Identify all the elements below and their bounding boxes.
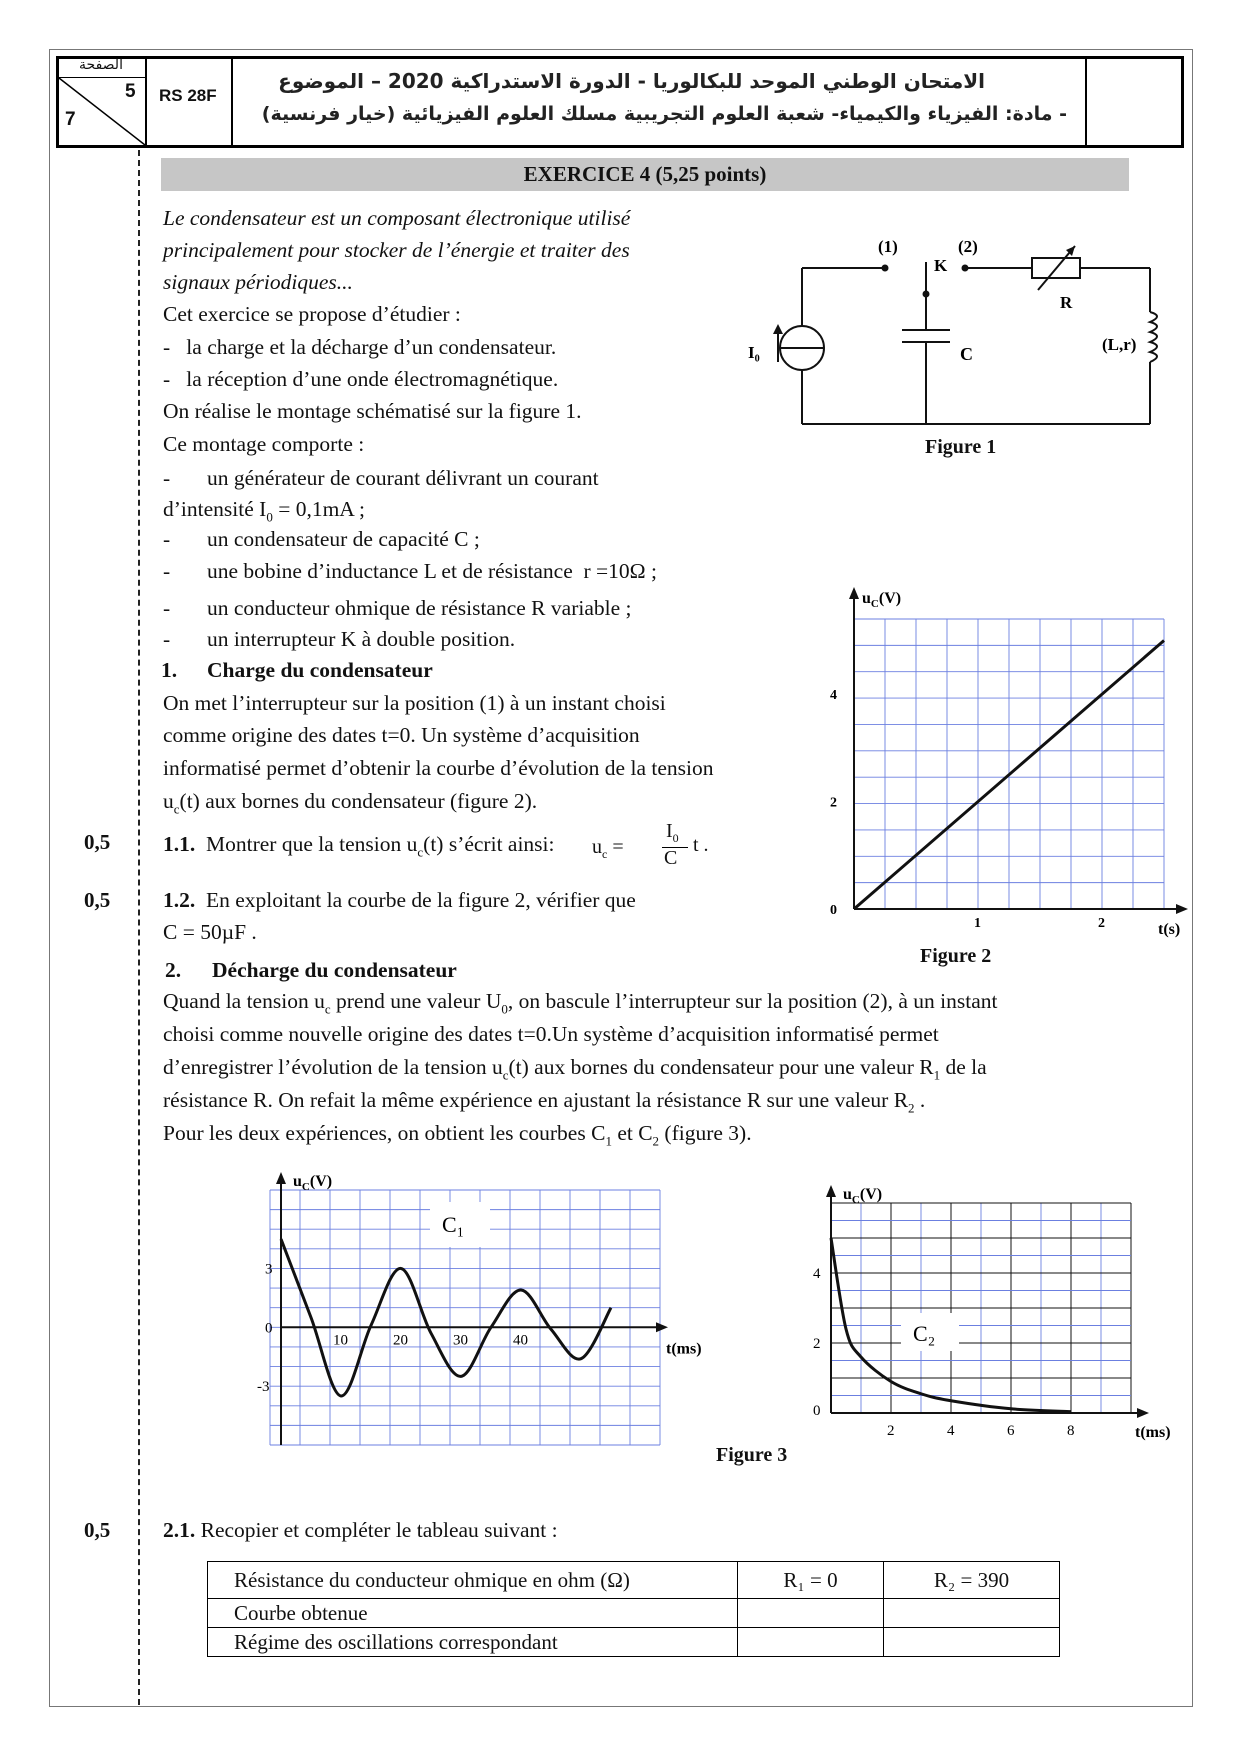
x-tick-label: 2 xyxy=(1098,916,1105,931)
y-axis-label: $u_C(V)$ xyxy=(862,590,902,610)
curve-c1 xyxy=(281,1239,611,1396)
contact-2 xyxy=(962,265,969,272)
x-tick-label: 40 xyxy=(513,1332,528,1349)
curve-label-c1: C₁ xyxy=(442,1212,465,1237)
label-pos1: (1) xyxy=(878,237,898,256)
component-4: - un conducteur ohmique de résistance R variable ; xyxy=(163,596,632,620)
component-1-cont: d’intensité $I_0 = 0,1mA$ ; xyxy=(163,497,365,525)
section2-text-4: résistance R. On refait la même expérience en ajustant la résistance R sur une valeur $R_2$ . xyxy=(163,1088,926,1116)
label-source: I₀ xyxy=(748,343,760,362)
y-tick-label: 4 xyxy=(813,1266,821,1282)
title-cell xyxy=(233,59,1087,145)
x-axis-arrow xyxy=(1176,904,1188,914)
curve-label-c2: C₂ xyxy=(913,1321,936,1346)
x-tick-label: 8 xyxy=(1067,1423,1075,1439)
x-axis-title: t(s) xyxy=(1158,921,1181,938)
label-coil: (L,r) xyxy=(1102,335,1137,354)
aim-1: - la charge et la décharge d’un condensateur. xyxy=(163,335,557,359)
page-label: الصفحة xyxy=(79,57,123,73)
label-pos2: (2) xyxy=(958,237,978,256)
x-tick-label: 1 xyxy=(974,916,981,931)
exercise-title: EXERCICE 4 (5,25 points) xyxy=(161,158,1129,191)
answer-table xyxy=(207,1561,1060,1657)
table-cell: R₁ = 0 xyxy=(738,1562,884,1599)
y-tick-label: 4 xyxy=(830,688,837,704)
page-number: 5 xyxy=(125,81,136,102)
y-axis-label: $u_C(V)$ xyxy=(843,1186,883,1206)
section1-text-1: On met l’interrupteur sur la position (1) à un instant choisi xyxy=(163,691,666,715)
table-row xyxy=(208,1599,1060,1628)
table-cell[interactable] xyxy=(884,1599,1060,1628)
figure3-chart-c1 xyxy=(230,1170,702,1450)
label-capacitor: C xyxy=(960,344,973,364)
y-axis-arrow xyxy=(276,1172,286,1184)
exam-code: RS 28F xyxy=(159,86,217,105)
section2-text-2: choisi comme nouvelle origine des dates t=0.Un système d’acquisition informatisé permet xyxy=(163,1022,939,1046)
x-axis-arrow xyxy=(1137,1408,1149,1418)
component-1: - un générateur de courant délivrant un courant xyxy=(163,466,599,490)
table-cell: R₂ = 390 xyxy=(884,1562,1060,1599)
section2-text-1: Quand la tension $u_c$ prend une valeur $U_0$, on bascule l’interrupteur sur la position (2), à un instant xyxy=(163,989,998,1017)
page-total: 7 xyxy=(65,109,76,130)
circuit-diagram xyxy=(740,232,1180,412)
x-tick-label: 30 xyxy=(453,1332,468,1349)
aim-intro: Cet exercice se propose d’étudier : xyxy=(163,302,461,326)
table-row xyxy=(208,1628,1060,1657)
x-axis-title: t(ms) xyxy=(666,1340,702,1358)
section1-title: Charge du condensateur xyxy=(207,658,433,682)
label-resistor: R xyxy=(1060,293,1073,312)
table-row xyxy=(208,1562,1060,1599)
table-cell[interactable] xyxy=(738,1628,884,1657)
table-cell[interactable] xyxy=(738,1599,884,1628)
points-q12: 0,5 xyxy=(84,888,111,912)
x-tick-label: 10 xyxy=(333,1332,348,1349)
y-axis-label: $u_C(V)$ xyxy=(293,1173,333,1193)
points-q11: 0,5 xyxy=(84,830,111,854)
question-2-1: 2.1. Recopier et compléter le tableau suivant : xyxy=(163,1518,558,1542)
contact-1 xyxy=(882,265,889,272)
section2-text-5: Pour les deux expériences, on obtient les courbes $C_1$ et $C_2$ (figure 3). xyxy=(163,1121,752,1149)
section1-text-3: informatisé permet d’obtenir la courbe d’évolution de la tension xyxy=(163,756,714,780)
figure1-caption: Figure 1 xyxy=(925,436,997,458)
section2-number: 2. xyxy=(165,958,182,982)
table-cell: Résistance du conducteur ohmique en ohm (Ω) xyxy=(208,1562,738,1599)
x-axis-arrow xyxy=(656,1322,668,1332)
figure2-chart xyxy=(820,585,1190,945)
margin-line xyxy=(138,150,140,1705)
section1-text-2: comme origine des dates t=0. Un système d’acquisition xyxy=(163,723,640,747)
section1-text-4: $u_c(t)$ aux bornes du condensateur (figure 2). xyxy=(163,789,538,817)
section2-text-3: d’enregistrer l’évolution de la tension $u_c(t)$ aux bornes du condensateur pour une valeur $R_1$ de la xyxy=(163,1055,987,1083)
x-axis-title: t(ms) xyxy=(1135,1424,1171,1441)
component-2: - un condensateur de capacité C ; xyxy=(163,527,480,551)
capacitance-value: C = 50µF . xyxy=(163,920,257,944)
label-switch: K xyxy=(934,256,948,275)
question-1-1: 1.1. Montrer que la tension $u_c(t)$ s’écrit ainsi: xyxy=(163,832,555,860)
aim-2: - la réception d’une onde électromagnétique. xyxy=(163,367,559,391)
intro-line-1: Le condensateur est un composant électronique utilisé xyxy=(163,206,631,230)
figure3-caption: Figure 3 xyxy=(716,1444,788,1466)
y-tick-label: 2 xyxy=(830,795,837,811)
section1-number: 1. xyxy=(161,658,178,682)
table-cell: Courbe obtenue xyxy=(208,1599,738,1628)
y-axis-arrow xyxy=(849,587,859,599)
figure3-chart-c2 xyxy=(805,1185,1190,1441)
table-cell[interactable] xyxy=(884,1628,1060,1657)
y-tick-label: 0 xyxy=(830,903,837,918)
intro-line-2: principalement pour stocker de l’énergie et traiter des xyxy=(163,238,630,262)
formula-uc: $u_c$ = $I_0$ C t . xyxy=(592,820,709,869)
x-tick-label: 20 xyxy=(393,1332,408,1349)
x-tick-label: 6 xyxy=(1007,1423,1015,1439)
y-tick-label: 2 xyxy=(813,1336,821,1352)
header-title-line1: الامتحان الوطني الموحد للبكالوريا - الدورة الاستدراكية 2020 – الموضوع xyxy=(278,69,985,93)
code-cell xyxy=(147,59,233,145)
y-tick-label: -3 xyxy=(257,1379,270,1396)
question-1-2: 1.2. En exploitant la courbe de la figure 2, vérifier que xyxy=(163,888,636,912)
section2-title: Décharge du condensateur xyxy=(212,958,457,982)
y-axis-arrow xyxy=(826,1185,836,1197)
intro-line-3: signaux périodiques... xyxy=(163,270,353,294)
components-intro: Ce montage comporte : xyxy=(163,432,365,456)
coil-symbol xyxy=(1150,312,1157,362)
component-5: - un interrupteur K à double position. xyxy=(163,627,516,651)
page-number-cell xyxy=(59,59,147,145)
y-tick-label: 3 xyxy=(265,1261,273,1278)
header xyxy=(56,56,1184,148)
points-q21: 0,5 xyxy=(84,1518,111,1542)
x-tick-label: 4 xyxy=(947,1423,955,1439)
y-tick-label: 0 xyxy=(265,1320,273,1337)
setup-text: On réalise le montage schématisé sur la figure 1. xyxy=(163,399,582,423)
header-title-line2: - مادة: الفيزياء والكيمياء- شعبة العلوم التجريبية مسلك العلوم الفيزيائية (خيار فرنسية) xyxy=(261,103,1067,125)
component-3: - une bobine d’inductance L et de résistance r =10Ω ; xyxy=(163,559,657,583)
figure2-caption: Figure 2 xyxy=(920,945,992,967)
switch-pivot xyxy=(923,291,930,298)
y-tick-label: 0 xyxy=(813,1403,821,1419)
table-cell: Régime des oscillations correspondant xyxy=(208,1628,738,1657)
x-tick-label: 2 xyxy=(887,1423,895,1439)
